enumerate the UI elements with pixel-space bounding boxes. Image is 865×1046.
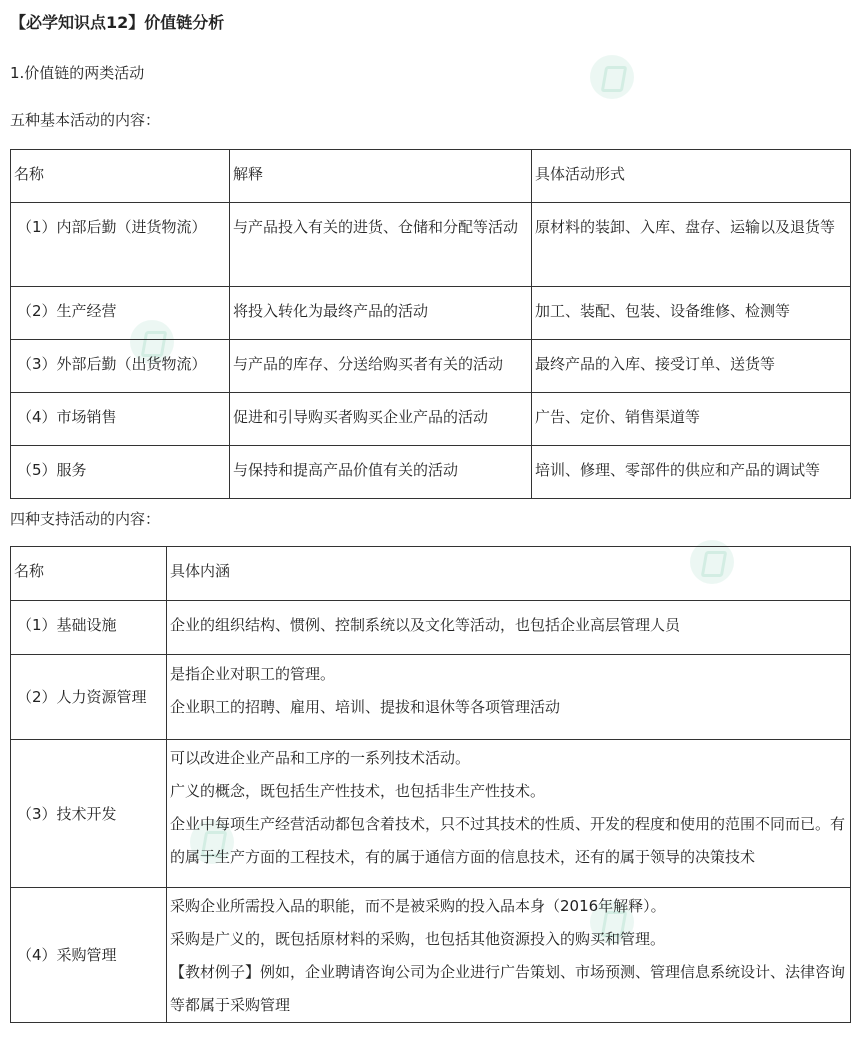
header-cell: 名称: [11, 547, 167, 601]
table-row: [11, 287, 851, 340]
detail-line: 可以改进企业产品和工序的一系列技术活动。: [170, 749, 471, 767]
activity-forms: 最终产品的入库、接受订单、送货等: [532, 340, 851, 393]
header-cell: 具体内涵: [167, 547, 851, 601]
detail-line: 企业中每项生产经营活动都包含着技术，只不过其技术的性质、开发的程度和使用的范围不同而已。有的属于生产方面的工程技术，有的属于通信方面的信息技术，还有的属于领导的决策技术: [170, 815, 846, 866]
detail-line: 企业职工的招聘、雇用、培训、提拔和退休等各项管理活动: [170, 698, 561, 716]
activity-detail: [167, 601, 851, 655]
activity-detail: [167, 655, 851, 740]
basic-activities-table: [10, 149, 851, 499]
activity-name: （1）基础设施: [11, 601, 167, 655]
activity-explain: 将投入转化为最终产品的活动: [230, 287, 532, 340]
basic-activities-intro: 五种基本活动的内容：: [10, 111, 161, 129]
table-row: [11, 446, 851, 499]
activity-explain: 促进和引导购买者购买企业产品的活动: [230, 393, 532, 446]
activity-detail: [167, 888, 851, 1023]
header-cell: 名称: [11, 150, 230, 203]
table-row: [11, 888, 851, 1023]
detail-line: 是指企业对职工的管理。: [170, 665, 336, 683]
activity-forms: 加工、装配、包装、设备维修、检测等: [532, 287, 851, 340]
table-row: [11, 203, 851, 287]
table-row: [11, 393, 851, 446]
detail-line: 企业的组织结构、惯例、控制系统以及文化等活动，也包括企业高层管理人员: [170, 616, 681, 634]
page-title: 【必学知识点12】价值链分析: [10, 13, 225, 32]
activity-forms: 培训、修理、零部件的供应和产品的调试等: [532, 446, 851, 499]
activity-name: （3）外部后勤（出货物流）: [11, 340, 230, 393]
header-cell: 具体活动形式: [532, 150, 851, 203]
support-activities-intro: 四种支持活动的内容：: [10, 510, 161, 528]
header-cell: 解释: [230, 150, 532, 203]
table-row: [11, 340, 851, 393]
activity-name: （4）采购管理: [11, 888, 167, 1023]
activity-name: （3）技术开发: [11, 740, 167, 888]
activity-name: （1）内部后勤（进货物流）: [11, 203, 230, 287]
activity-explain: 与保持和提高产品价值有关的活动: [230, 446, 532, 499]
detail-line: 广义的概念，既包括生产性技术，也包括非生产性技术。: [170, 782, 546, 800]
activity-detail: [167, 740, 851, 888]
activity-name: （4）市场销售: [11, 393, 230, 446]
table-header-row: [11, 547, 851, 601]
activity-name: （5）服务: [11, 446, 230, 499]
detail-line: 采购是广义的，既包括原材料的采购，也包括其他资源投入的购买和管理。: [170, 930, 666, 948]
table-row: [11, 740, 851, 888]
table-row: [11, 601, 851, 655]
activity-explain: 与产品的库存、分送给购买者有关的活动: [230, 340, 532, 393]
table-header-row: [11, 150, 851, 203]
activity-name: （2）生产经营: [11, 287, 230, 340]
table-row: [11, 655, 851, 740]
watermark-logo-icon: [590, 55, 634, 99]
activity-forms: 原材料的装卸、入库、盘存、运输以及退货等: [532, 203, 851, 287]
activity-forms: 广告、定价、销售渠道等: [532, 393, 851, 446]
detail-line: 【教材例子】例如，企业聘请咨询公司为企业进行广告策划、市场预测、管理信息系统设计、法律咨询等都属于采购管理: [170, 963, 846, 1014]
activity-name: （2）人力资源管理: [11, 655, 167, 740]
detail-line: 采购企业所需投入品的职能，而不是被采购的投入品本身（2016年解释）。: [170, 897, 666, 915]
activity-explain: 与产品投入有关的进货、仓储和分配等活动: [230, 203, 532, 287]
section-subtitle: 1.价值链的两类活动: [10, 64, 145, 82]
support-activities-table: [10, 546, 851, 1023]
